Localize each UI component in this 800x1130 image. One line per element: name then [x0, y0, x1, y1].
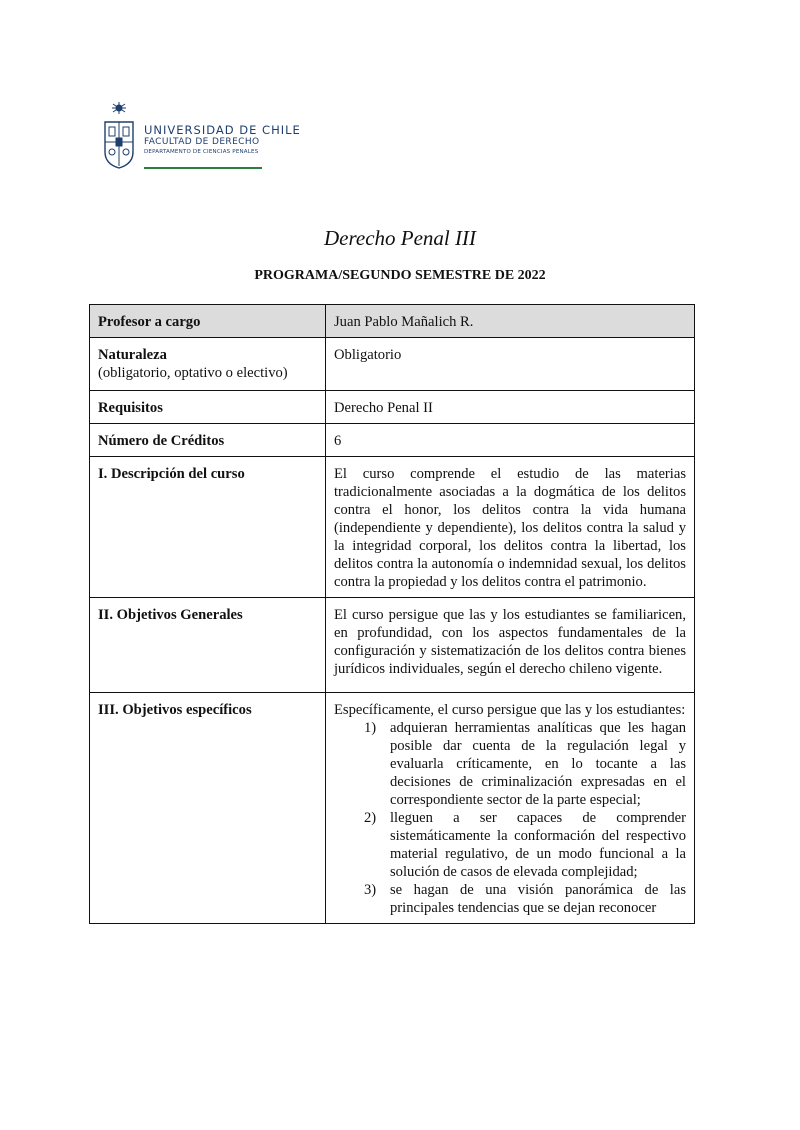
specific-objectives-intro: Específicamente, el curso persigue que las y los estudiantes:	[334, 702, 686, 718]
document-subtitle: PROGRAMA/SEGUNDO SEMESTRE DE 2022	[254, 268, 546, 283]
logo-university: UNIVERSIDAD DE CHILE	[144, 123, 301, 137]
row-label: I. Descripción del curso	[90, 457, 326, 598]
table-row-professor	[90, 305, 695, 338]
table-row-general-objectives	[90, 598, 695, 693]
logo-green-bar	[144, 167, 262, 169]
list-item-text: adquieran herramientas analíticas que les hagan posible dar cuenta de la regulación legal y evaluarla críticamente, en lo tocante a las decisiones de criminalización expresadas en el correspondiente sector de la parte especial;	[390, 720, 686, 808]
logo-department: DEPARTAMENTO DE CIENCIAS PENALES	[144, 149, 259, 155]
row-sublabel: (obligatorio, optativo o electivo)	[98, 365, 288, 381]
list-item-number: 3)	[364, 882, 377, 898]
row-value	[326, 693, 695, 924]
university-emblem-icon	[102, 100, 136, 170]
logo-faculty: FACULTAD DE DERECHO	[144, 137, 260, 147]
row-label: Número de Créditos	[90, 424, 326, 457]
document-title: Derecho Penal III	[324, 226, 476, 250]
row-label: Naturaleza (obligatorio, optativo o electivo)	[90, 338, 326, 391]
row-label: III. Objetivos específicos	[90, 693, 326, 924]
table-row-description	[90, 457, 695, 598]
table-row-credits	[90, 424, 695, 457]
list-item	[334, 809, 686, 881]
list-item-number: 1)	[364, 720, 377, 736]
row-label: Profesor a cargo	[90, 305, 326, 338]
row-value: Derecho Penal II	[326, 391, 695, 424]
table-row-nature	[90, 338, 695, 391]
list-item-text: lleguen a ser capaces de comprender sistemáticamente la conformación del respectivo material regulativo, de un modo funcional a la solución de casos de elevada complejidad;	[390, 810, 686, 880]
list-item	[334, 881, 686, 917]
table-row-specific-objectives	[90, 693, 695, 924]
specific-objectives-list	[334, 719, 686, 917]
row-label: II. Objetivos Generales	[90, 598, 326, 693]
list-item-number: 2)	[364, 810, 377, 826]
list-item	[334, 719, 686, 809]
university-logo	[102, 100, 302, 172]
row-value: 6	[326, 424, 695, 457]
row-label: Requisitos	[90, 391, 326, 424]
list-item-text: se hagan de una visión panorámica de las principales tendencias que se dejan reconocer	[390, 882, 686, 916]
course-info-table	[89, 304, 695, 924]
table-row-requirements	[90, 391, 695, 424]
row-value: Juan Pablo Mañalich R.	[326, 305, 695, 338]
row-value: Obligatorio	[326, 338, 695, 391]
logo-text	[144, 124, 301, 156]
row-value: El curso persigue que las y los estudiantes se familiaricen, en profundidad, con los aspectos fundamentales de la configuración y sistematización de los delitos contra bienes jurídicos individuales, según el derecho chileno vigente.	[326, 598, 695, 693]
row-value: El curso comprende el estudio de las materias tradicionalmente asociadas a la dogmática de los delitos contra el honor, los delitos contra la vida humana (independiente y dependiente), los delitos contra la salud y la integridad corporal, los delitos contra la libertad, los delitos contra la autonomía o indemnidad sexual, los delitos contra la propiedad y los delitos contra el patrimonio.	[326, 457, 695, 598]
